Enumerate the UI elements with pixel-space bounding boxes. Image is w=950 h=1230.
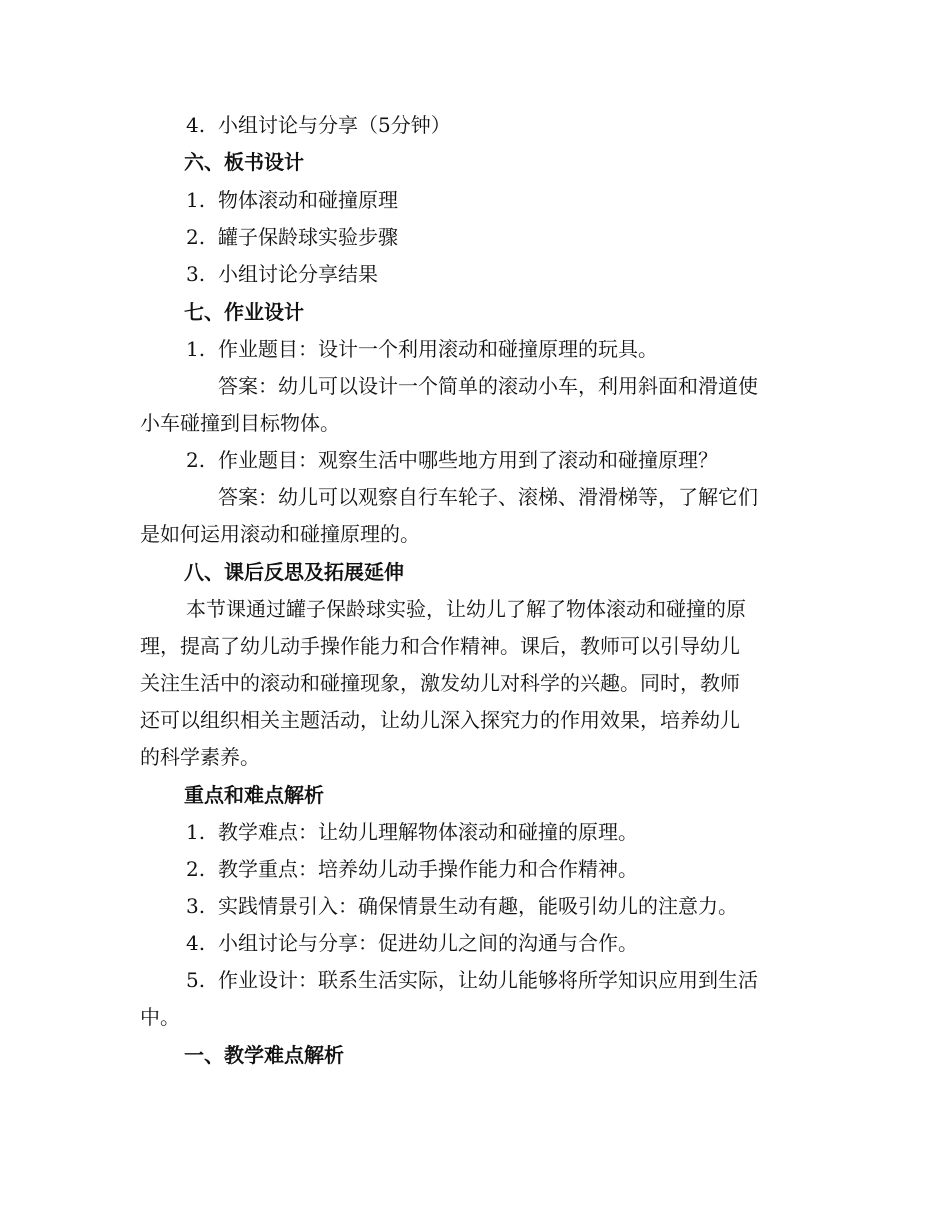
list-number: 3.: [186, 262, 206, 286]
list-text: 教学重点：培养幼儿动手操作能力和合作精神。: [218, 857, 638, 881]
list-item: [186, 261, 378, 287]
paragraph-line: 本节课通过罐子保龄球实验，让幼儿了解了物体滚动和碰撞的原: [186, 597, 746, 621]
paragraph-line: 还可以组织相关主题活动，让幼儿深入探究力的作用效果，培养幼儿: [140, 708, 740, 732]
list-item: [186, 112, 451, 138]
list-number: 2.: [186, 225, 206, 249]
list-number: 5.: [186, 968, 206, 992]
list-text: 作业题目：观察生活中哪些地方用到了滚动和碰撞原理？: [218, 448, 718, 472]
list-text: 教学难点：让幼儿理解物体滚动和碰撞的原理。: [218, 820, 638, 844]
answer-line: 是如何运用滚动和碰撞原理的。: [140, 522, 420, 546]
paragraph-line: 理，提高了幼儿动手操作能力和合作精神。课后，教师可以引导幼儿: [140, 634, 740, 658]
answer-line: 答案：幼儿可以观察自行车轮子、滚梯、滑滑梯等，了解它们: [218, 485, 758, 509]
list-number: 2.: [186, 857, 206, 881]
list-number: 2.: [186, 448, 206, 472]
list-item: [186, 187, 398, 213]
list-number: 4.: [186, 113, 206, 137]
list-text: 小组讨论与分享：促进幼儿之间的沟通与合作。: [218, 931, 638, 955]
answer-line: 答案：幼儿可以设计一个简单的滚动小车，利用斜面和滑道使: [218, 374, 758, 398]
list-item: [186, 967, 758, 993]
section-heading-7: 七、作业设计: [184, 300, 304, 324]
section-heading-6: 六、板书设计: [184, 150, 304, 174]
list-item: [186, 447, 718, 473]
key-points-heading: 重点和难点解析: [184, 783, 324, 807]
paragraph-line: 关注生活中的滚动和碰撞现象，激发幼儿对科学的兴趣。同时，教师: [140, 671, 740, 695]
section-heading-8: 八、课后反思及拓展延伸: [184, 560, 404, 584]
list-item: [186, 930, 638, 956]
list-item: [186, 893, 738, 919]
list-text: 小组讨论分享结果: [218, 262, 378, 286]
section-heading-1: 一、教学难点解析: [184, 1043, 344, 1067]
list-number: 1.: [186, 188, 206, 212]
list-text: 罐子保龄球实验步骤: [218, 225, 398, 249]
list-item: [186, 856, 638, 882]
list-text: 作业题目：设计一个利用滚动和碰撞原理的玩具。: [218, 337, 658, 361]
list-text: 作业设计：联系生活实际，让幼儿能够将所学知识应用到生活: [218, 968, 758, 992]
list-text: 实践情景引入：确保情景生动有趣，能吸引幼儿的注意力。: [218, 894, 738, 918]
list-number: 4.: [186, 931, 206, 955]
answer-line: 小车碰撞到目标物体。: [140, 411, 340, 435]
list-text: 小组讨论与分享（5分钟）: [218, 113, 451, 137]
list-item-continuation: 中。: [140, 1005, 180, 1029]
list-number: 1.: [186, 820, 206, 844]
list-number: 1.: [186, 337, 206, 361]
list-item: [186, 819, 638, 845]
paragraph-line: 的科学素养。: [140, 745, 260, 769]
list-item: [186, 224, 398, 250]
list-item: [186, 336, 658, 362]
list-number: 3.: [186, 894, 206, 918]
list-text: 物体滚动和碰撞原理: [218, 188, 398, 212]
